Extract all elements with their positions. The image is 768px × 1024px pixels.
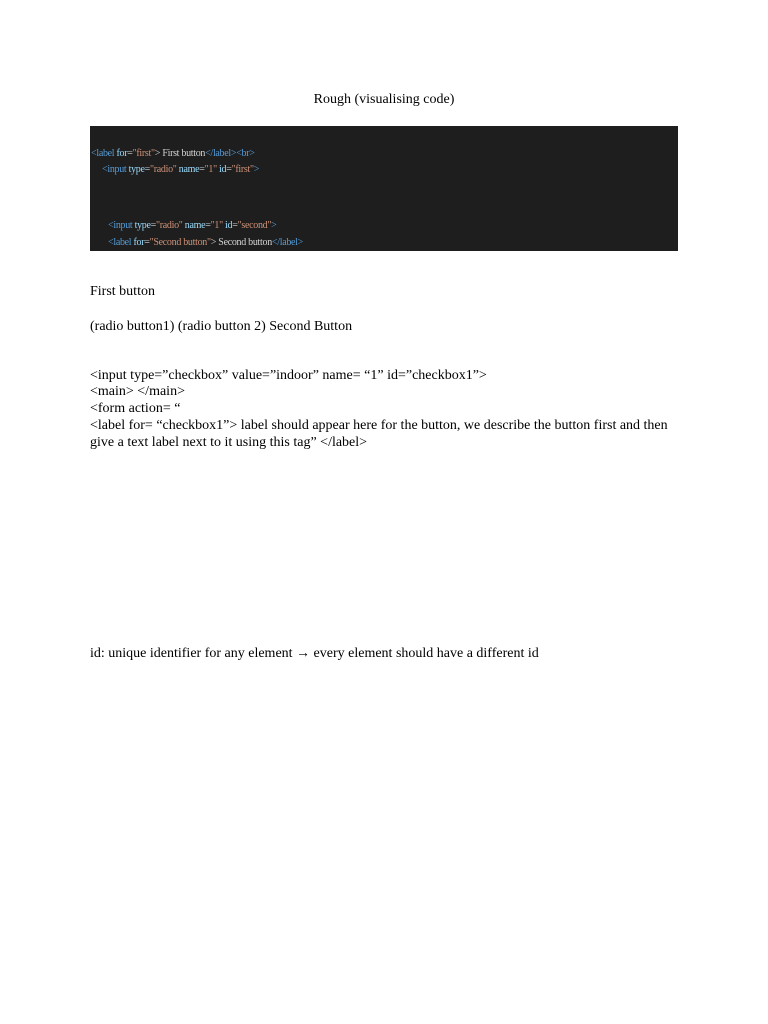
code-token: name — [182, 220, 206, 231]
first-button-text: First button — [90, 284, 155, 299]
code-token: "first" — [231, 164, 254, 175]
code-token: = — [127, 148, 133, 159]
code-line-1 — [91, 148, 255, 159]
code-token: <label — [91, 148, 115, 159]
code-token: </label><br> — [205, 148, 255, 159]
code-token: type — [126, 164, 145, 175]
code-token: "first" — [132, 148, 155, 159]
code-token: = — [144, 237, 150, 248]
code-token: = — [226, 164, 232, 175]
code-token: type — [132, 220, 151, 231]
code-token: "radio" — [155, 220, 183, 231]
code-line-2 — [102, 164, 259, 175]
code-token: "1" — [210, 220, 223, 231]
code-token: > — [210, 237, 217, 248]
id-note-text: id: unique identifier for any element → every element should have a different id — [90, 646, 539, 661]
label-explanation-paragraph: <label for= “checkbox1”> label should appear here for the button, we describe the button first and then give a text label next to it using this tag” </label> — [90, 418, 668, 450]
code-token: = — [232, 220, 238, 231]
code-token: id — [222, 220, 233, 231]
code-token: "radio" — [149, 164, 177, 175]
code-token: = — [150, 220, 156, 231]
code-token: First button — [160, 148, 206, 159]
page-title: Rough (visualising code) — [313, 92, 455, 107]
radio-buttons-text: (radio button1) (radio button 2) Second Button — [90, 319, 353, 334]
code-token: "1" — [204, 164, 217, 175]
code-token: "second" — [237, 220, 272, 231]
checkbox-code-text: <input type=”checkbox” value=”indoor” name= “1” id=”checkbox1”> — [90, 368, 487, 383]
code-token: name — [176, 164, 200, 175]
code-token: for — [131, 237, 145, 248]
code-line-3 — [108, 220, 276, 231]
code-line-4 — [108, 237, 303, 248]
code-token: </label> — [271, 237, 303, 248]
code-token: > — [154, 148, 161, 159]
code-token: <input — [102, 164, 127, 175]
code-token: for — [114, 148, 128, 159]
form-code-text: <form action= “ — [90, 401, 181, 416]
code-token: id — [216, 164, 227, 175]
code-token: > — [271, 220, 277, 231]
code-token: = — [199, 164, 205, 175]
code-block — [90, 126, 678, 251]
code-token: Second button — [216, 237, 272, 248]
code-token: <label — [108, 237, 132, 248]
code-token: > — [253, 164, 260, 175]
code-token: = — [144, 164, 150, 175]
code-token: = — [205, 220, 211, 231]
code-token: "Second button" — [149, 237, 211, 248]
main-code-text: <main> </main> — [90, 384, 185, 399]
code-token: <input — [108, 220, 133, 231]
